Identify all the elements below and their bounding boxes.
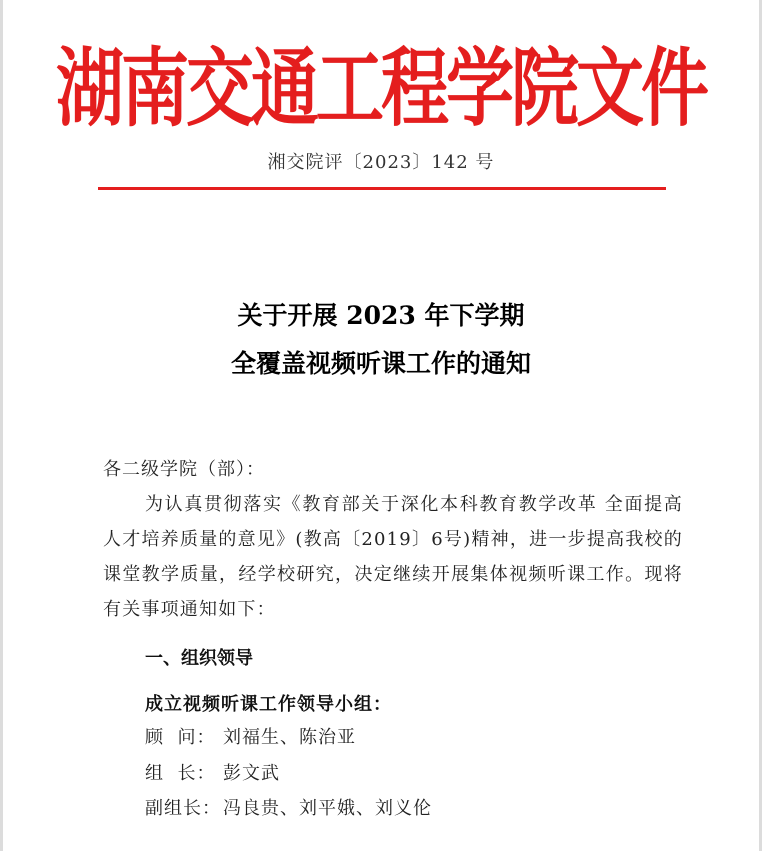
document-number: 湘交院评〔2023〕142 号 bbox=[267, 152, 495, 173]
member-role: 组 长： bbox=[145, 763, 216, 784]
member-names: 刘福生、陈治亚 bbox=[223, 727, 356, 748]
section-heading-organization: 一、组织领导 bbox=[145, 648, 253, 669]
member-row-deputy bbox=[145, 794, 432, 820]
title-line-2: 全覆盖视频听课工作的通知 bbox=[230, 349, 531, 378]
document-issuer-header: 湖南交通工程学院文件 bbox=[55, 40, 706, 140]
red-divider-line bbox=[98, 187, 666, 190]
member-role: 顾 问： bbox=[145, 727, 216, 748]
title-line-1: 关于开展 2023 年下学期 bbox=[237, 301, 525, 330]
leading-group-heading: 成立视频听课工作领导小组： bbox=[145, 694, 392, 715]
member-row-leader bbox=[145, 759, 280, 785]
intro-paragraph: 为认真贯彻落实《教育部关于深化本科教育教学改革 全面提高人才培养质量的意见》(教高〔2019〕6号)精神，进一步提高我校的课堂教学质量，经学校研究，决定继续开展集体视频听课工作。现将有关事项通知如下： bbox=[103, 494, 683, 620]
member-role: 副组长： bbox=[145, 798, 221, 819]
addressee: 各二级学院（部）： bbox=[103, 459, 265, 480]
notice-title bbox=[0, 292, 762, 388]
member-names: 冯良贵、刘平娥、刘义伦 bbox=[223, 798, 432, 819]
member-names: 彭文武 bbox=[223, 763, 280, 784]
member-row-advisor bbox=[145, 723, 356, 749]
